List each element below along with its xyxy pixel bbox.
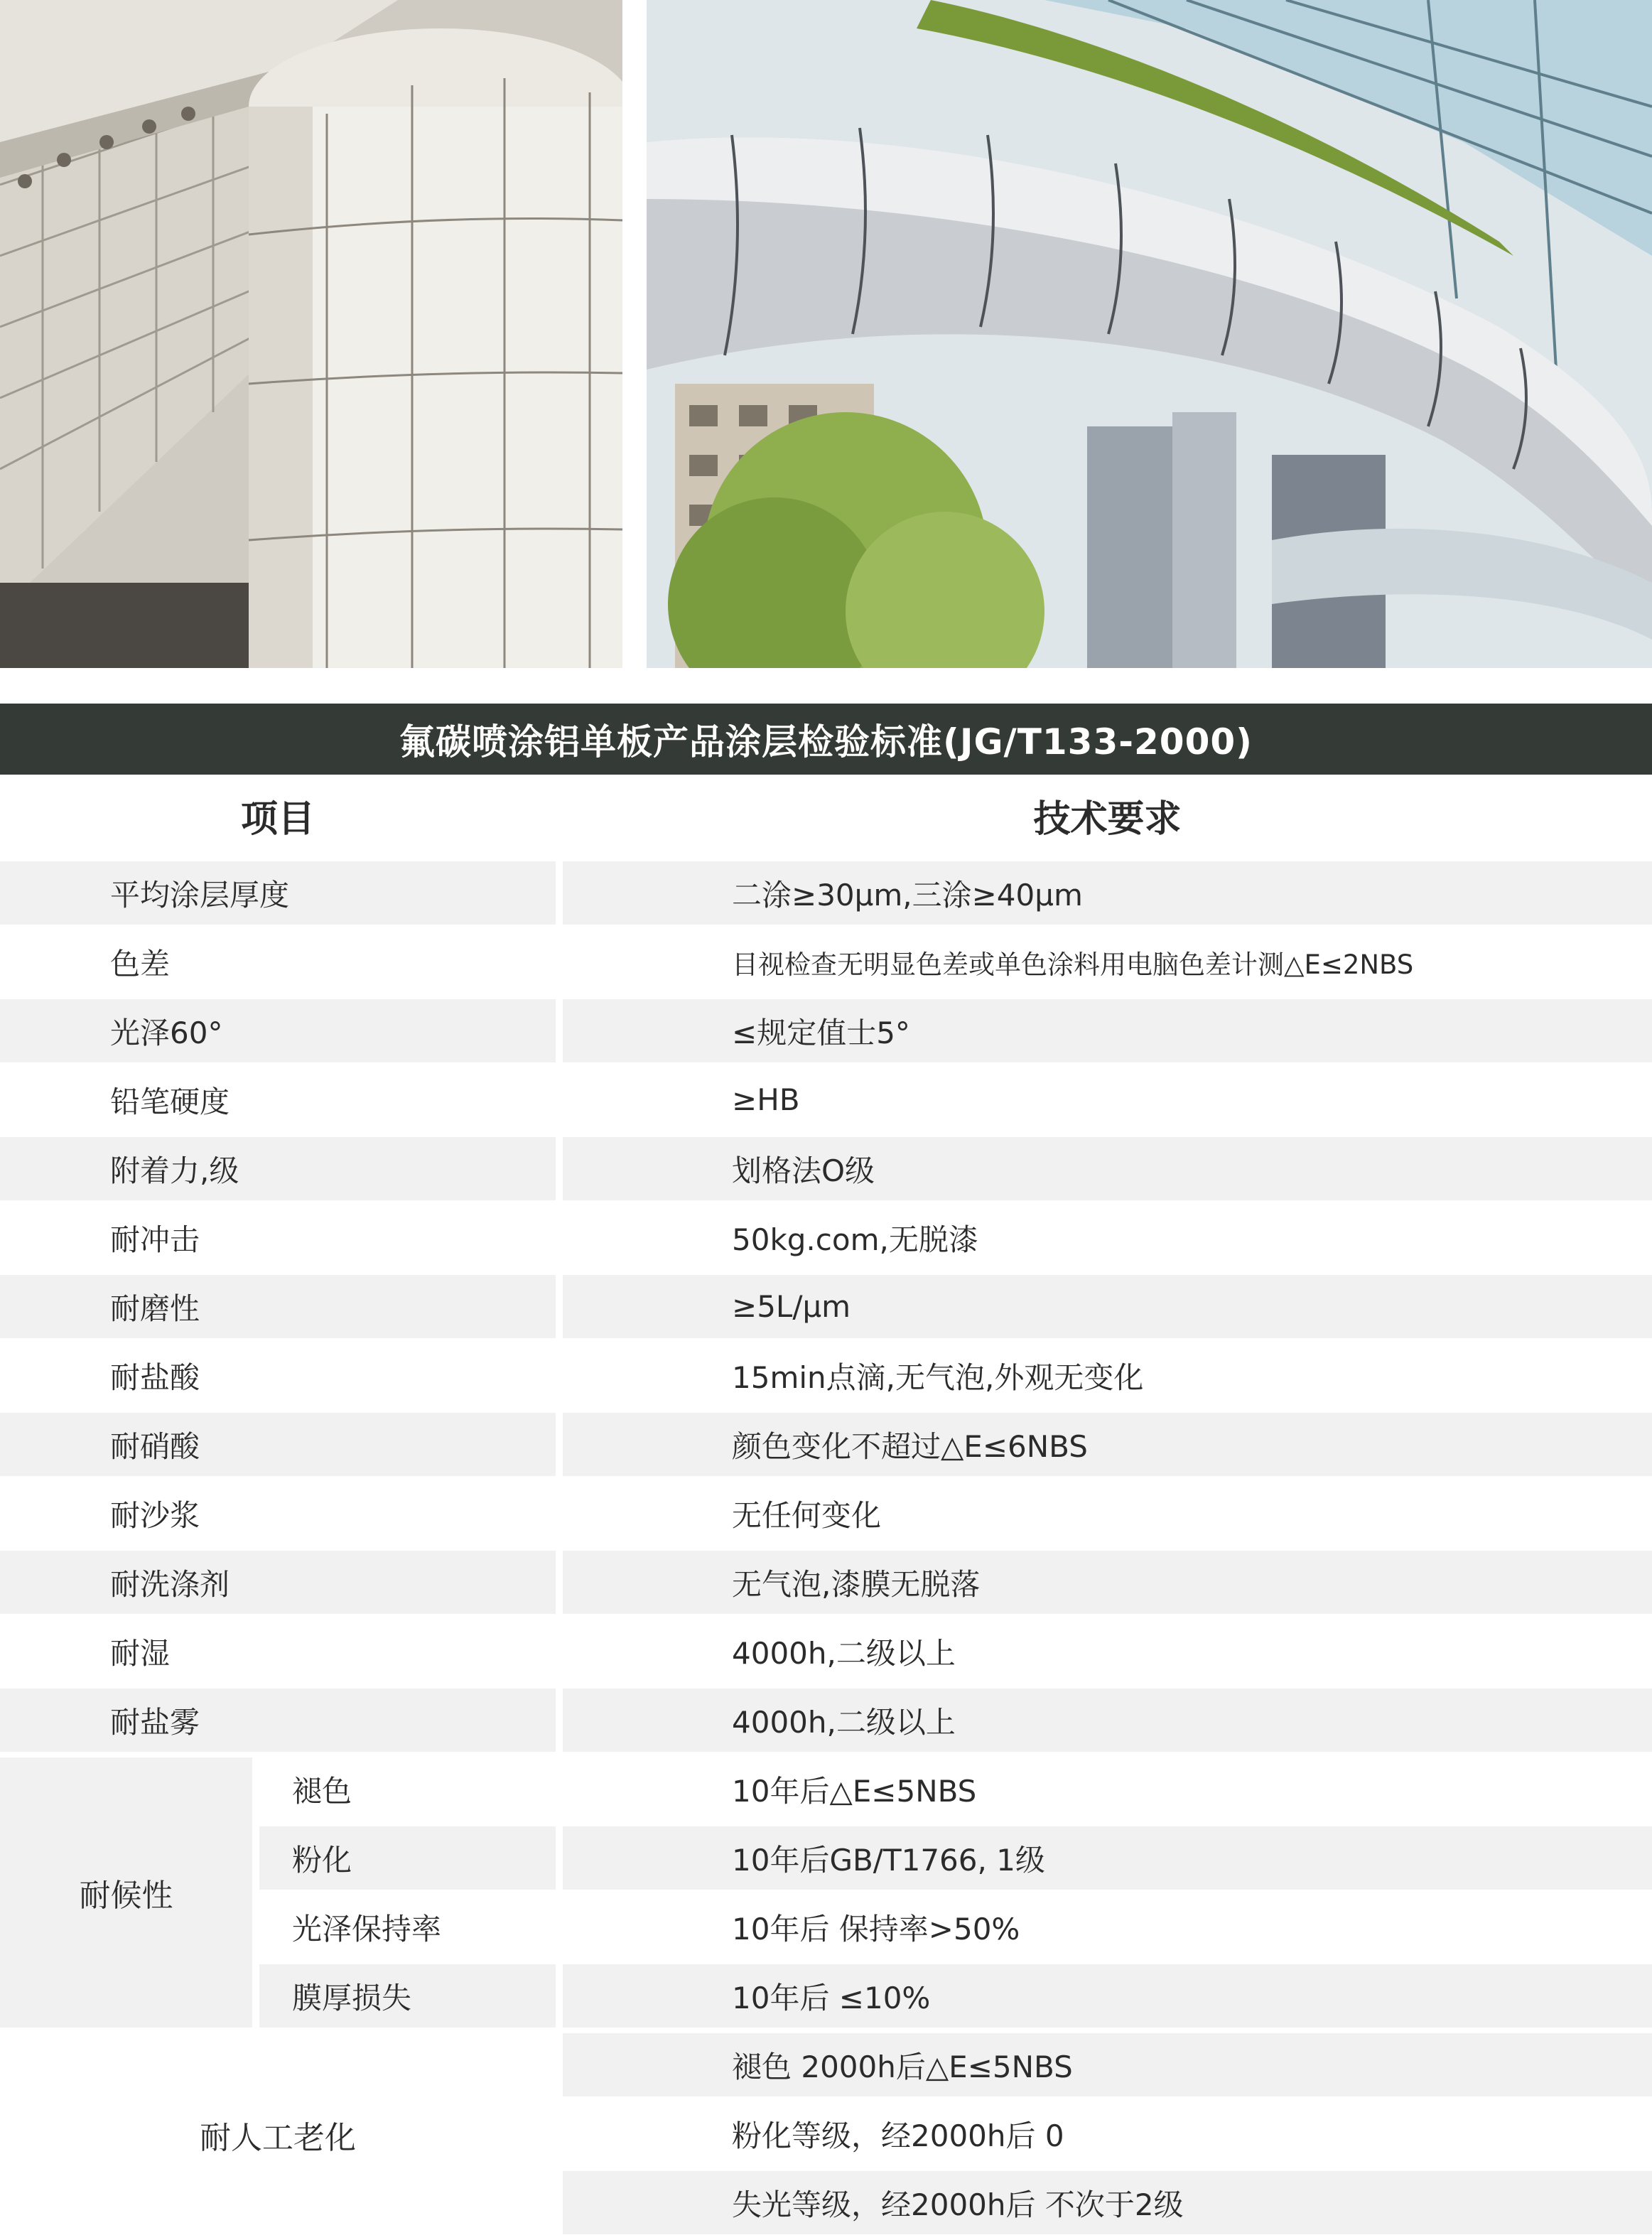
item-cell: 附着力,级 <box>0 1137 556 1200</box>
subitem-cell: 光泽保持率 <box>292 1911 442 1946</box>
item-cell: 耐硝酸 <box>0 1413 556 1476</box>
subitem-cell: 褪色 <box>292 1773 352 1809</box>
requirement-cell: 褪色 2000h后△E≤5NBS <box>563 2033 1652 2096</box>
item-cell: 耐盐酸 <box>110 1359 200 1395</box>
requirement-cell: 10年后△E≤5NBS <box>732 1773 977 1809</box>
item-cell: 色差 <box>110 946 171 981</box>
table-row <box>0 1895 1652 1964</box>
table-row <box>0 1206 1652 1275</box>
table-row <box>0 1551 1652 1620</box>
item-cell: 铅笔硬度 <box>110 1084 230 1119</box>
requirement-cell: 无气泡,漆膜无脱落 <box>563 1551 1652 1614</box>
table-row <box>0 1689 1652 1757</box>
subitem-cell: 膜厚损失 <box>259 1964 556 2028</box>
item-cell: 耐沙浆 <box>110 1497 200 1533</box>
subitem-cell: 粉化 <box>259 1826 556 1890</box>
requirement-cell: 4000h,二级以上 <box>732 1635 956 1671</box>
table-row <box>0 1275 1652 1344</box>
header-requirement: 技术要求 <box>1033 797 1182 841</box>
item-cell: 耐冲击 <box>110 1222 200 1257</box>
table-row <box>0 930 1652 999</box>
table-row <box>0 1137 1652 1206</box>
table-row <box>0 1620 1652 1689</box>
requirement-cell: 10年后 保持率>50% <box>732 1911 1020 1946</box>
table-row <box>0 1413 1652 1482</box>
requirement-cell: ≥5L/μm <box>563 1275 1652 1338</box>
table-row <box>0 1068 1652 1137</box>
requirement-cell: 10年后 ≤10% <box>563 1964 1652 2028</box>
header-item: 项目 <box>240 797 315 841</box>
requirement-cell: 15min点滴,无气泡,外观无变化 <box>732 1359 1144 1395</box>
table-header <box>0 775 1652 861</box>
table-row <box>0 1757 1652 1826</box>
requirement-cell: ≤规定值士5° <box>563 999 1652 1062</box>
requirement-cell: 50kg.com,无脱漆 <box>732 1222 978 1257</box>
aging-group-label: 耐人工老化 <box>200 2120 356 2156</box>
weather-group-label: 耐候性 <box>0 1757 252 2028</box>
table-row <box>0 2102 1652 2171</box>
requirement-cell: 粉化等级，经2000h后 0 <box>732 2118 1064 2153</box>
table-row <box>0 1964 1652 2033</box>
requirement-cell: ≥HB <box>732 1082 800 1117</box>
item-cell: 平均涂层厚度 <box>0 861 556 925</box>
requirement-cell: 无任何变化 <box>732 1497 882 1533</box>
table-row <box>0 999 1652 1068</box>
photo-skybridge <box>647 0 1652 668</box>
table-row <box>0 1344 1652 1413</box>
requirement-cell: 4000h,二级以上 <box>563 1689 1652 1752</box>
requirement-cell: 目视检查无明显色差或单色涂料用电脑色差计测△E≤2NBS <box>732 949 1414 980</box>
requirement-cell: 颜色变化不超过△E≤6NBS <box>563 1413 1652 1476</box>
item-cell: 耐洗涤剂 <box>0 1551 556 1614</box>
requirement-cell: 10年后GB/T1766, 1级 <box>563 1826 1652 1890</box>
requirement-cell: 二涂≥30μm,三涂≥40μm <box>563 861 1652 925</box>
requirement-cell: 失光等级，经2000h后 不次于2级 <box>563 2171 1652 2234</box>
table-title: 氟碳喷涂铝单板产品涂层检验标准(JG/T133-2000) <box>0 704 1652 775</box>
table-row <box>0 2171 1652 2240</box>
item-cell: 耐湿 <box>110 1635 171 1671</box>
requirement-cell: 划格法O级 <box>563 1137 1652 1200</box>
photo-strip <box>0 0 1652 668</box>
item-cell: 耐磨性 <box>0 1275 556 1338</box>
item-cell: 光泽60° <box>0 999 556 1062</box>
item-cell: 耐盐雾 <box>0 1689 556 1752</box>
table-row <box>0 1826 1652 1895</box>
table-row <box>0 2033 1652 2102</box>
photo-column-ceiling <box>0 0 622 668</box>
table-row <box>0 1482 1652 1551</box>
table-row <box>0 861 1652 930</box>
